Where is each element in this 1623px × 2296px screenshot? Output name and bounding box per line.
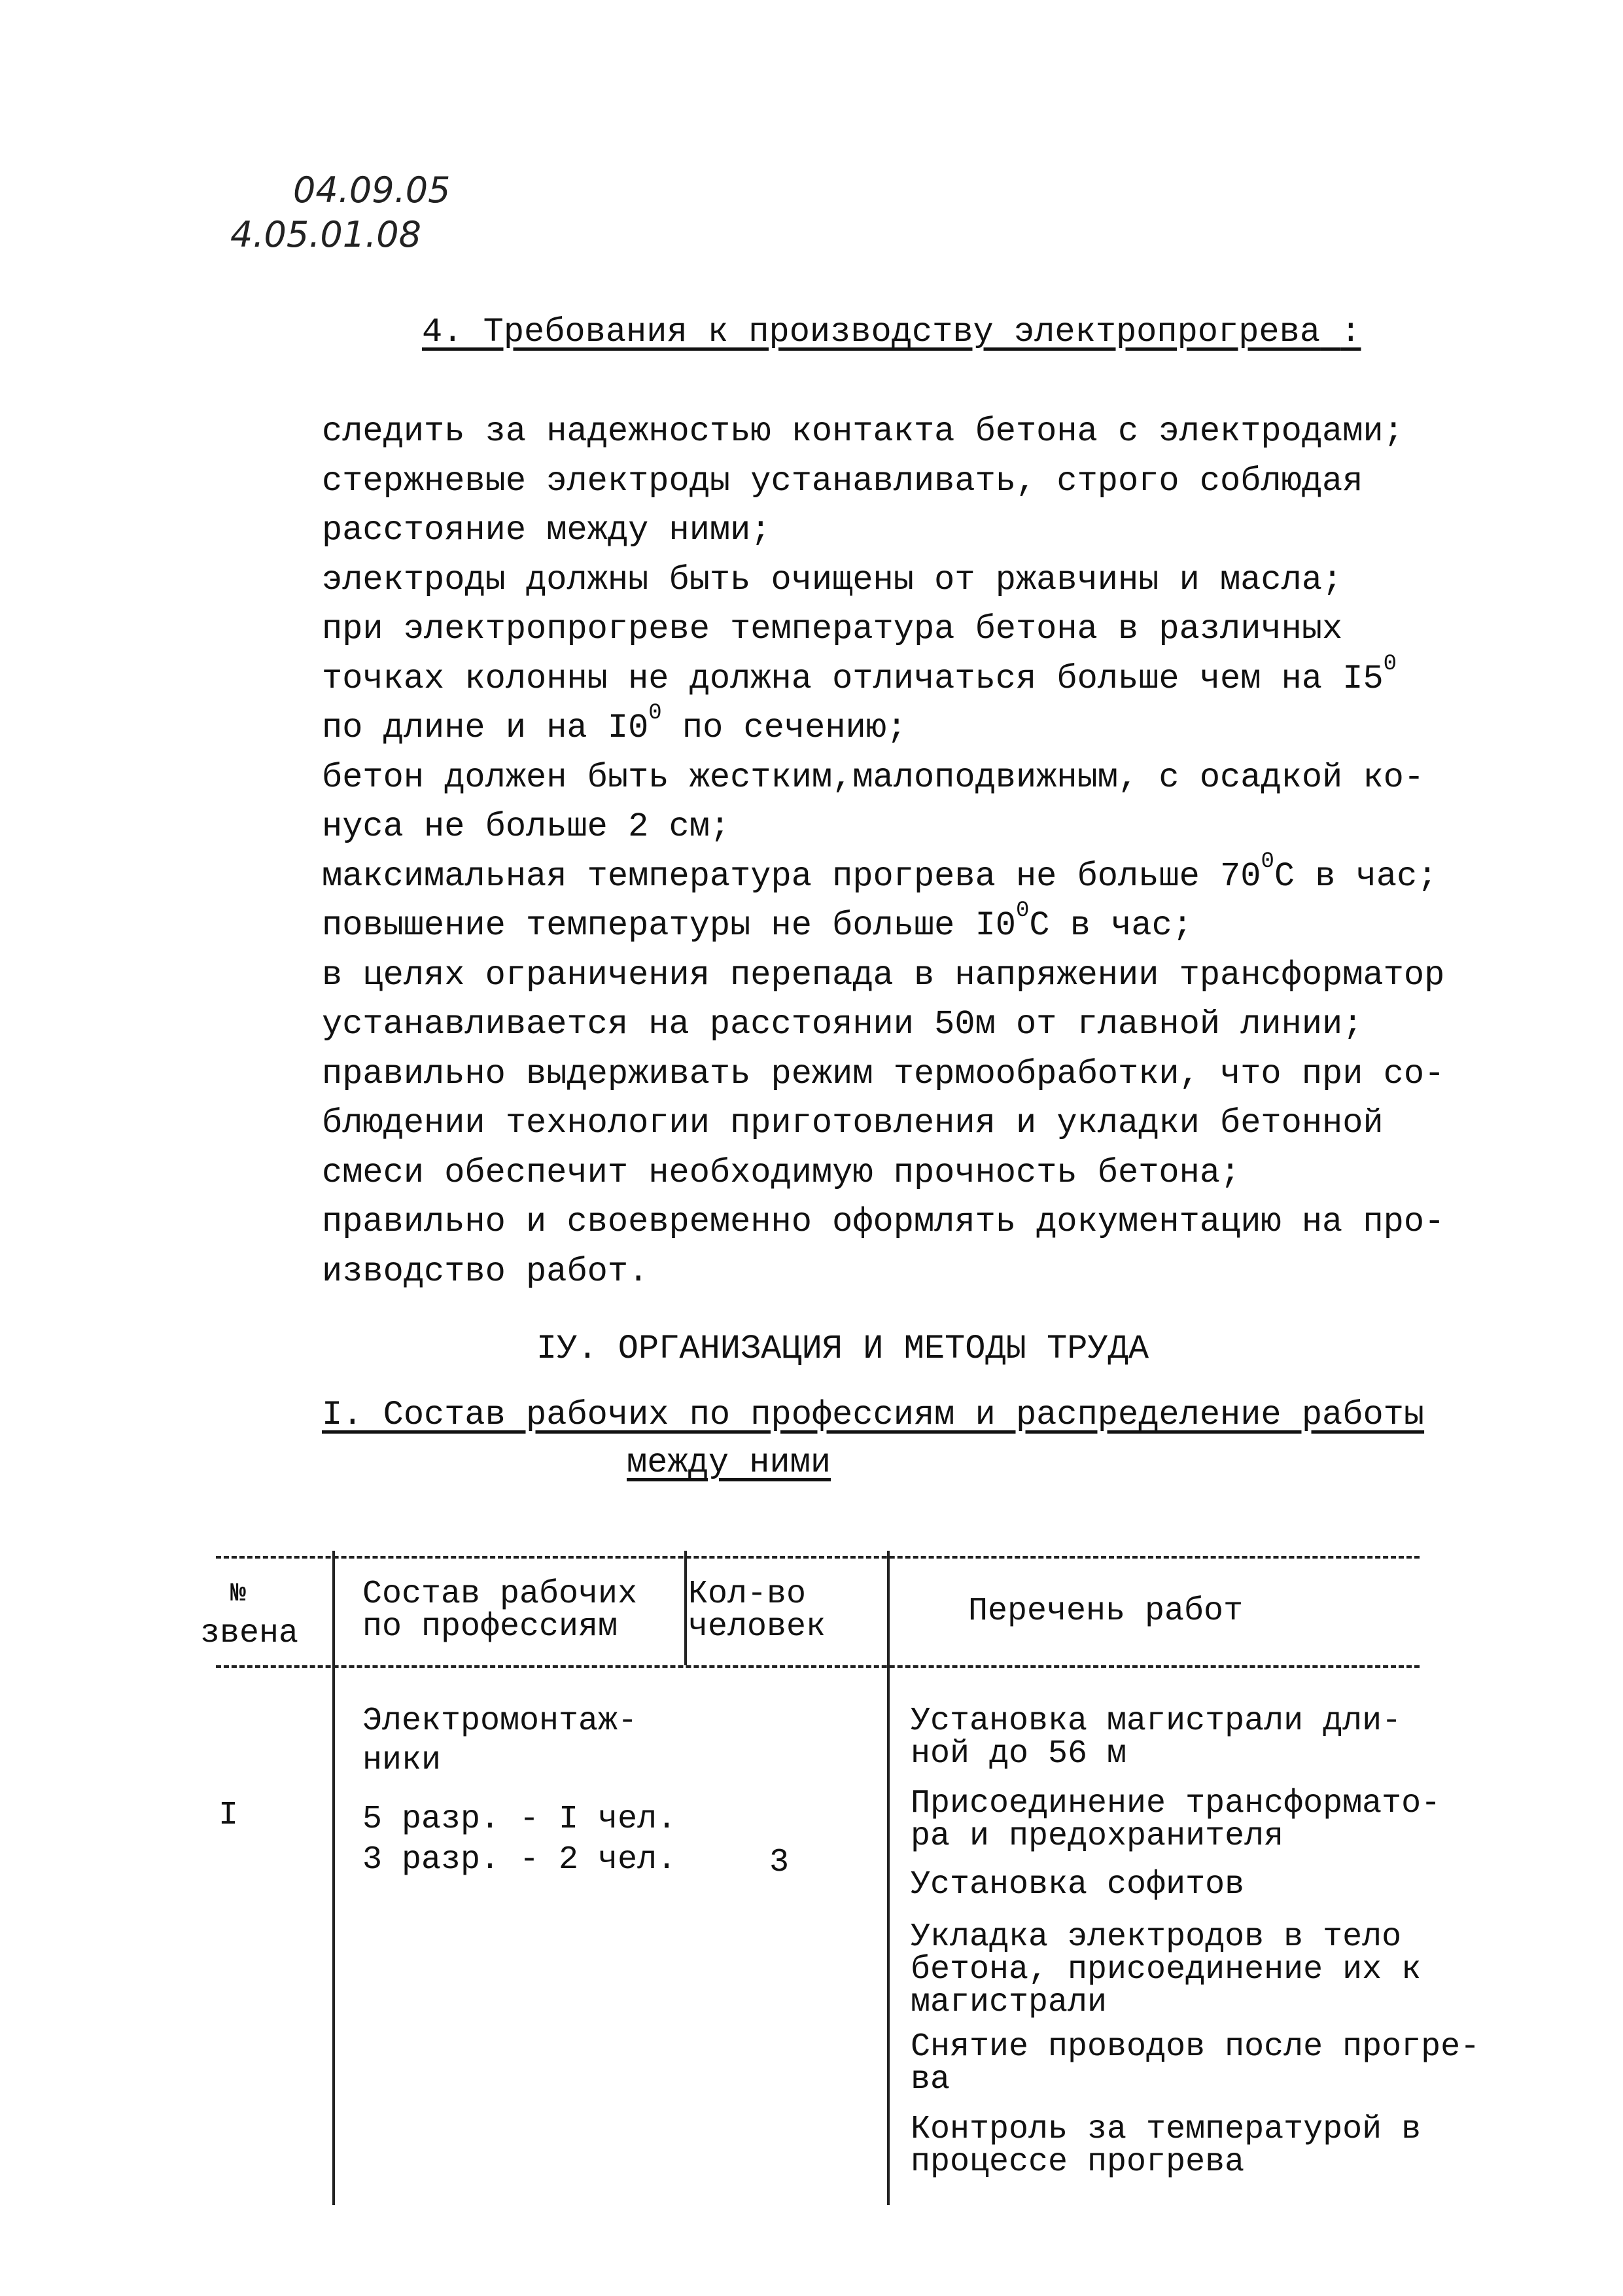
requirement-line: правильно и своевременно оформлять документацию на про-: [322, 1203, 1445, 1241]
work-item: Установка магистрали дли- ной до 56 м: [911, 1703, 1402, 1773]
requirement-line: в целях ограничения перепада в напряжении трансформатор: [322, 955, 1445, 995]
requirement-line: следить за надежностью контакта бетона с электродами;: [322, 412, 1404, 451]
work-item: Контроль за температурой в процессе прогрева: [911, 2111, 1422, 2181]
header-workers: Состав рабочих: [362, 1576, 638, 1613]
requirement-line-with-degree: максимальная температура прогрева не больше $70^0С$ в час;: [322, 849, 1438, 896]
requirement-line: блюдении технологии приготовления и укладки бетонной: [322, 1104, 1384, 1142]
degree-superscript: 0: [648, 701, 662, 726]
requirements-list: [322, 407, 1473, 1296]
work-item: Установка софитов: [911, 1866, 1245, 1903]
header-workers: по профессиям: [362, 1608, 618, 1646]
subsection-1-heading-continued: между ними: [627, 1443, 831, 1482]
section-iv-heading: IУ. ОРГАНИЗАЦИЯ И МЕТОДЫ ТРУДА: [536, 1330, 1149, 1368]
subsection-1-heading: I. Состав рабочих по профессиям и распределение работы: [322, 1396, 1425, 1434]
requirement-line: устанавливается на расстоянии 50м от главной линии;: [322, 1005, 1363, 1044]
requirement-line: правильно выдерживать режим термообработки, что при со-: [322, 1054, 1445, 1093]
row-grade: 3 разр. - 2 чел.: [362, 1841, 677, 1879]
row-profession: ники: [362, 1742, 442, 1779]
requirement-line: расстояние между ними;: [322, 511, 771, 550]
requirement-line: смеси обеспечит необходимую прочность бетона;: [322, 1153, 1241, 1192]
table-column-divider: [887, 1551, 890, 2205]
requirement-line-with-degree: повышение температуры не больше $I0^0С$ в час;: [322, 898, 1193, 945]
requirement-line-with-degree: по длине и на $I0^0$ по сечению;: [322, 701, 907, 747]
handwritten-code: 04.09.05: [293, 169, 451, 211]
requirement-line: изводство работ.: [322, 1252, 649, 1291]
requirement-line: бетон должен быть жестким,малоподвижным, с осадкой ко-: [322, 758, 1425, 797]
handwritten-code: 4.05.01.08: [230, 214, 421, 255]
work-item: Укладка электродов в тело бетона, присоединение их к магистрали: [911, 1918, 1422, 2021]
row-profession: Электромонтаж-: [362, 1703, 638, 1740]
workers-table: [196, 1551, 1480, 2205]
degree-superscript: 0: [1261, 849, 1274, 874]
work-item: Присоединение трансформато- ра и предохранителя: [911, 1785, 1441, 1855]
degree-superscript: 0: [1015, 898, 1030, 923]
row-grade: 5 разр. - I чел.: [362, 1801, 677, 1838]
header-works: Перечень работ: [968, 1593, 1244, 1630]
requirement-line: стержневые электроды устанавливать, строго соблюдая: [322, 461, 1363, 501]
requirement-line-with-degree: точках колонны не должна отличаться больше чем на $I5^0$: [322, 651, 1397, 698]
header-count: человек: [688, 1608, 826, 1646]
header-number: звена: [200, 1615, 299, 1652]
requirement-line: нуса не больше 2 см;: [322, 807, 731, 846]
row-count: 3: [769, 1844, 790, 1881]
table-column-divider: [684, 1551, 687, 1665]
table-column-divider: [332, 1551, 335, 2205]
requirement-line: при электропрогреве температура бетона в различных: [322, 610, 1343, 648]
degree-superscript: 0: [1383, 651, 1397, 677]
requirement-line: электроды должны быть очищены от ржавчины и масла;: [322, 560, 1343, 599]
work-item: Снятие проводов после прогре- ва: [911, 2028, 1480, 2098]
section-4-heading: [422, 313, 1361, 351]
row-number: I: [218, 1797, 239, 1834]
table-top-rule: [216, 1556, 1420, 1559]
header-count: Кол-во: [688, 1576, 807, 1613]
table-header-rule: [216, 1665, 1420, 1668]
section-4-title: 4. Требования к производству электропрогрева: [422, 313, 1321, 351]
section-4-colon: :: [1340, 313, 1361, 351]
header-number: №: [230, 1580, 247, 1609]
